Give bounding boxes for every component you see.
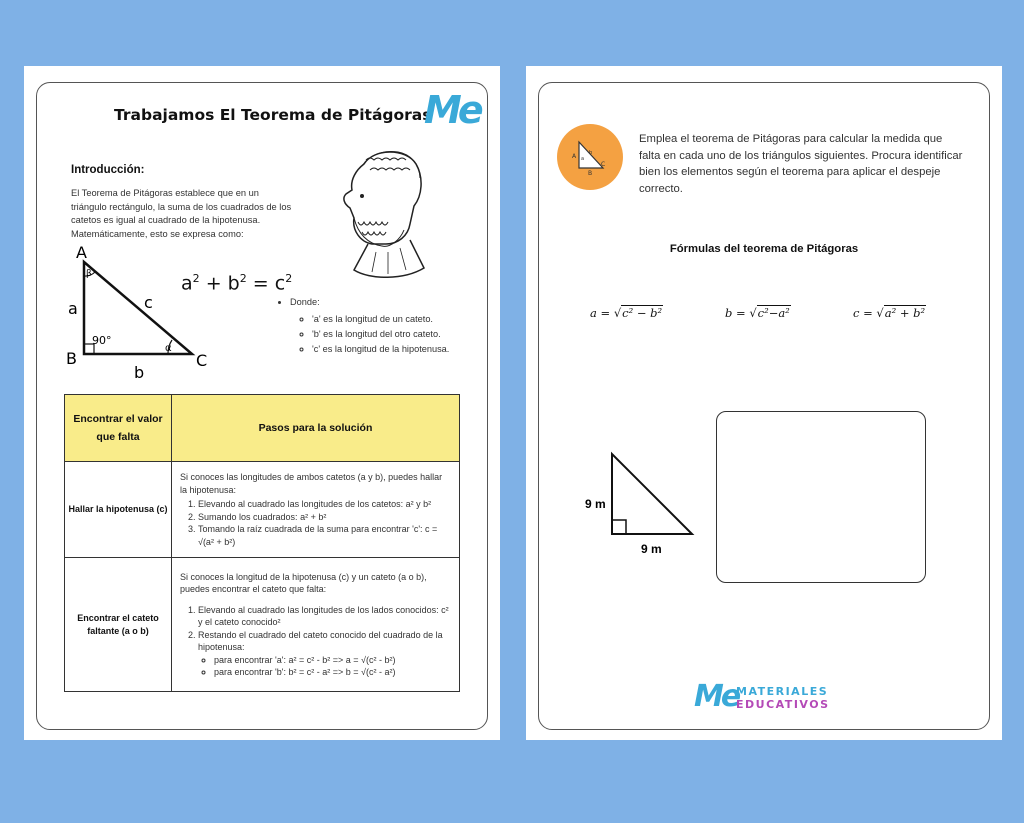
svg-text:a: a bbox=[581, 156, 585, 162]
table-row bbox=[65, 462, 460, 558]
vertex-label-b: B bbox=[66, 349, 77, 368]
alpha-label: α bbox=[165, 343, 172, 354]
svg-text:b: b bbox=[589, 150, 593, 156]
table-header-steps: Pasos para la solución bbox=[172, 395, 460, 462]
formula-a: a = √c² − b² bbox=[590, 306, 663, 320]
formula-c: c = √a² + b² bbox=[853, 306, 926, 320]
labeled-right-triangle bbox=[62, 240, 242, 380]
svg-text:A: A bbox=[572, 153, 577, 160]
height-label: 9 m bbox=[585, 497, 606, 511]
side-label-a: a bbox=[68, 299, 78, 318]
table-row bbox=[65, 558, 460, 692]
right-angle-label: 90° bbox=[92, 334, 112, 347]
variable-definitions bbox=[280, 295, 449, 357]
brand-logo: Me bbox=[424, 88, 480, 132]
table-header-missing-value: Encontrar el valor que falta bbox=[65, 395, 172, 462]
page-title: Trabajamos El Teorema de Pitágoras bbox=[114, 106, 432, 124]
formulas-title: Fórmulas del teorema de Pitágoras bbox=[669, 243, 859, 255]
exercise-triangle bbox=[581, 450, 701, 560]
row-label-missing-leg: Encontrar el cateto faltante (a o b) bbox=[65, 558, 172, 692]
pythagoras-equation: $a^2 + b^2 = c^2$ bbox=[181, 272, 293, 295]
base-label: 9 m bbox=[641, 542, 662, 556]
worksheet-page-1 bbox=[24, 66, 500, 740]
formula-b: b = √c²−a² bbox=[725, 306, 790, 320]
side-label-c: c bbox=[144, 293, 153, 312]
side-label-b: b bbox=[134, 363, 145, 380]
donde-label: Donde: bbox=[290, 297, 320, 307]
worksheet-page-2: A C B a b Emplea el teorema de Pitágoras para calcular la medida que falta en cada uno de los triángulos siguientes. Procura identificar bien los elementos según el teorema para aplicar el despeje correcto. Fórmulas del teorema de Pitágoras a = √c² − b² b = √c²−a² c = √a² + b² 9 m 9 m Me MATERIALES EDUCATIVOS bbox=[526, 66, 1002, 740]
intro-paragraph: El Teorema de Pitágoras establece que en un triángulo rectángulo, la suma de los cuadrados de los catetos es igual al cuadrado de la hipotenusa. Matemáticamente, esto se expresa como: bbox=[71, 188, 292, 239]
row-label-hypotenuse: Hallar la hipotenusa (c) bbox=[65, 462, 172, 558]
svg-text:C: C bbox=[601, 161, 606, 168]
definition-item: ◦ 'b' es la longitud del otro cateto. bbox=[312, 327, 449, 342]
vertex-label-c: C bbox=[196, 351, 208, 370]
row-steps-missing-leg: Si conoces la longitud de la hipotenusa (c) y un cateto (a o b), puedes encontrar el cateto que falta: 1. Elevando al cuadrado las longitudes de los lados conocidos: c² y el cateto conocido² 2. Restando el cuadrado del cateto conocido del cuadrado de la hipotenusa: ◦ para encontrar 'a': a² = c² - b² => a = √(c² - b²) ◦ para encontrar 'b': b² = c² - a² => b = √(c² - a²) bbox=[172, 558, 460, 692]
beta-label: β bbox=[86, 269, 92, 279]
exercise-instructions: Emplea el teorema de Pitágoras para calcular la medida que falta en cada uno de los triángulos siguientes. Procura identificar bien los elementos según el teorema para aplicar el despeje correcto. bbox=[639, 133, 963, 195]
vertex-label-a: A bbox=[76, 243, 87, 262]
solution-steps-table bbox=[64, 394, 460, 692]
pythagoras-bust-illustration bbox=[324, 144, 434, 284]
definition-item: ◦ 'c' es la longitud de la hipotenusa. bbox=[312, 342, 449, 357]
svg-text:B: B bbox=[588, 170, 593, 176]
intro-heading: Introducción: bbox=[71, 164, 145, 176]
definition-item: ◦ 'a' es la longitud de un cateto. bbox=[312, 312, 449, 327]
answer-box[interactable] bbox=[716, 411, 926, 583]
row-steps-hypotenuse: Si conoces las longitudes de ambos catetos (a y b), puedes hallar la hipotenusa: 1. Elevando al cuadrado las longitudes de los catetos: a² y b² 2. Sumando los cuadrados: a² + b² 3. Tomando la raíz cuadrada de la suma para encontrar 'c': c = √(a² + b²) bbox=[172, 462, 460, 558]
triangle-badge-icon bbox=[557, 124, 623, 190]
